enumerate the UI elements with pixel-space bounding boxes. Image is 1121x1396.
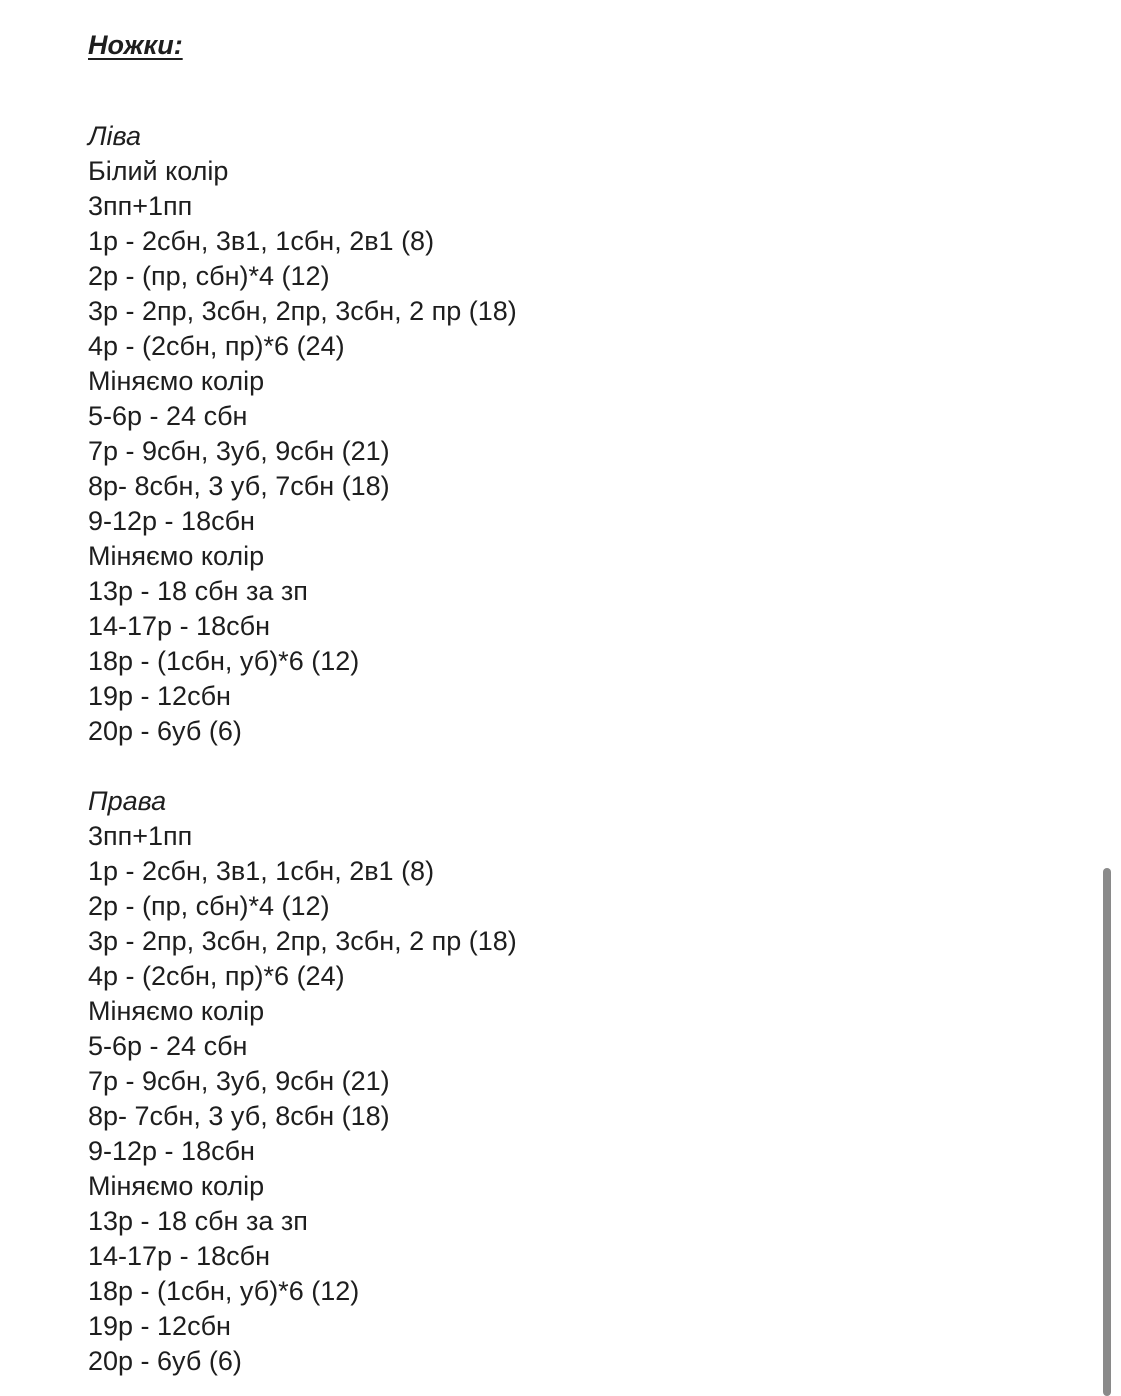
document-content — [88, 28, 988, 1379]
instruction-line: 5-6р - 24 сбн — [88, 1031, 248, 1061]
instruction-line: 4р - (2сбн, пр)*6 (24) — [88, 331, 345, 361]
instruction-line: 4р - (2сбн, пр)*6 (24) — [88, 961, 345, 991]
instruction-line: 8р- 7сбн, 3 уб, 8сбн (18) — [88, 1101, 390, 1131]
instruction-line: Білий колір — [88, 156, 229, 186]
instruction-line: 8р- 8сбн, 3 уб, 7сбн (18) — [88, 471, 390, 501]
spacer — [88, 749, 988, 784]
instruction-line: 5-6р - 24 сбн — [88, 401, 248, 431]
instruction-line: 3пп+1пп — [88, 191, 193, 221]
instruction-line: 3пп+1пп — [88, 821, 193, 851]
instruction-line: 14-17р - 18сбн — [88, 1241, 270, 1271]
instruction-line: Міняємо колір — [88, 541, 265, 571]
instruction-line: 20р - 6уб (6) — [88, 1346, 242, 1376]
spacer — [88, 63, 988, 119]
instruction-line: 1р - 2сбн, 3в1, 1сбн, 2в1 (8) — [88, 226, 435, 256]
instruction-line: 3р - 2пр, 3сбн, 2пр, 3сбн, 2 пр (18) — [88, 296, 517, 326]
instruction-line: 1р - 2сбн, 3в1, 1сбн, 2в1 (8) — [88, 856, 435, 886]
instruction-line: 13р - 18 сбн за зп — [88, 576, 308, 606]
instruction-line: 14-17р - 18сбн — [88, 611, 270, 641]
instruction-line: 7р - 9сбн, 3уб, 9сбн (21) — [88, 1066, 390, 1096]
document-title: Ножки: — [88, 30, 183, 60]
instruction-line: 3р - 2пр, 3сбн, 2пр, 3сбн, 2 пр (18) — [88, 926, 517, 956]
section-heading-left: Ліва — [88, 121, 142, 151]
instruction-line: 2р - (пр, сбн)*4 (12) — [88, 261, 330, 291]
left-instructions — [88, 154, 988, 749]
instruction-line: 9-12р - 18сбн — [88, 1136, 255, 1166]
vertical-scrollbar-thumb[interactable] — [1103, 868, 1111, 1396]
instruction-line: Міняємо колір — [88, 1171, 265, 1201]
instruction-line: 2р - (пр, сбн)*4 (12) — [88, 891, 330, 921]
instruction-line: 9-12р - 18сбн — [88, 506, 255, 536]
instruction-line: 7р - 9сбн, 3уб, 9сбн (21) — [88, 436, 390, 466]
instruction-line: 18р - (1сбн, уб)*6 (12) — [88, 1276, 360, 1306]
instruction-line: Міняємо колір — [88, 366, 265, 396]
instruction-line: 18р - (1сбн, уб)*6 (12) — [88, 646, 360, 676]
instruction-line: 19р - 12сбн — [88, 1311, 231, 1341]
instruction-line: Міняємо колір — [88, 996, 265, 1026]
right-instructions — [88, 819, 988, 1379]
section-heading-right: Права — [88, 786, 167, 816]
instruction-line: 13р - 18 сбн за зп — [88, 1206, 308, 1236]
instruction-line: 20р - 6уб (6) — [88, 716, 242, 746]
instruction-line: 19р - 12сбн — [88, 681, 231, 711]
